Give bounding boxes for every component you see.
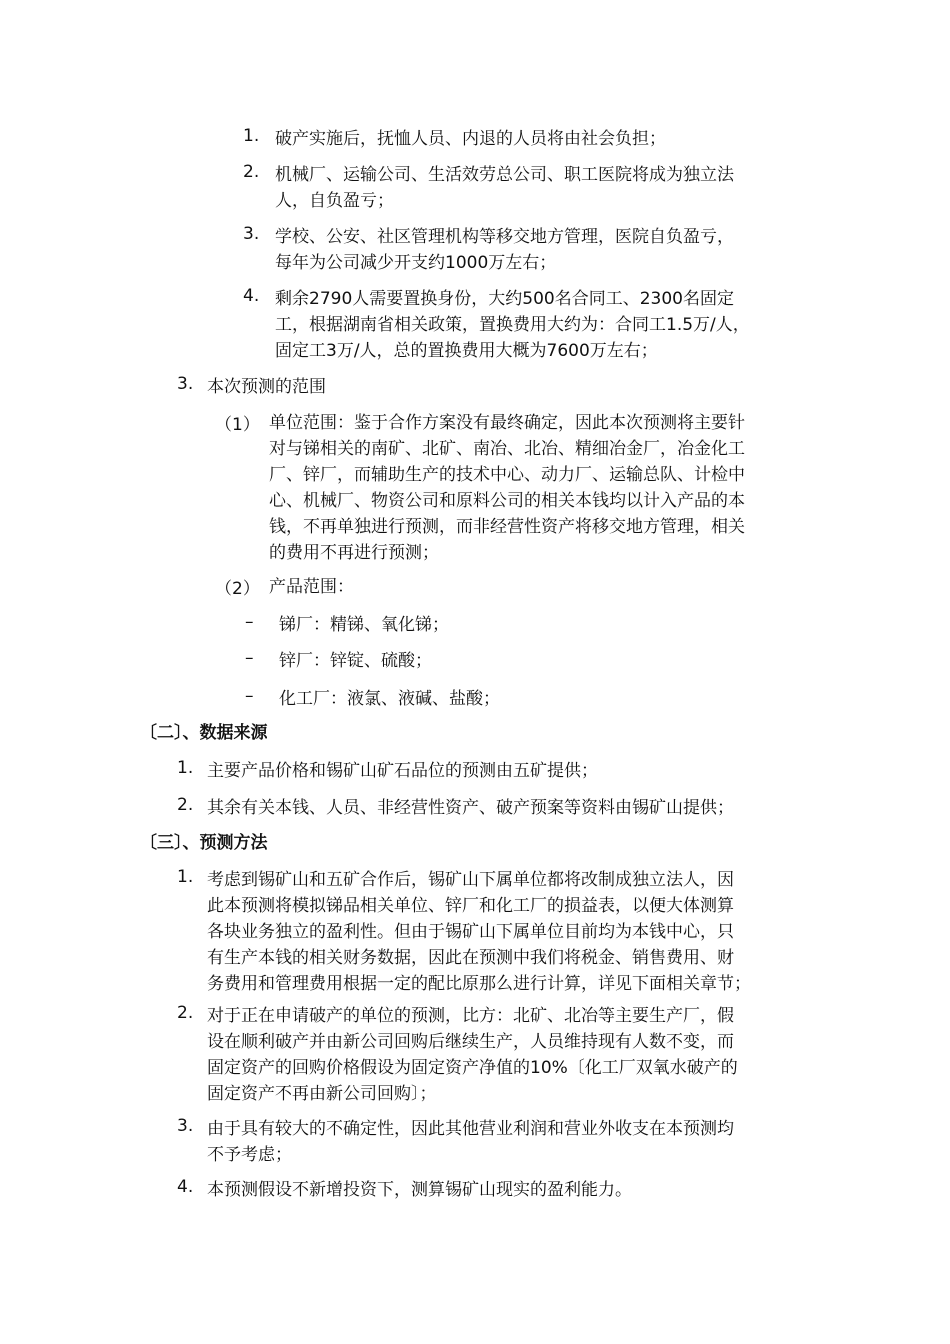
paragraph-line: 此本预测将模拟锑品相关单位、锌厂和化工厂的损益表，以便大体测算 [207, 896, 734, 916]
list-number: 3. [177, 374, 194, 394]
paragraph-line: 固定工3万/人，总的置换费用大概为7600万左右； [275, 341, 658, 361]
paragraph-line: 本预测假设不新增投资下，测算锡矿山现实的盈利能力。 [207, 1180, 632, 1200]
paragraph-line: 心、机械厂、物资公司和原料公司的相关本钱均以计入产品的本 [269, 491, 745, 511]
list-number: （1） [215, 415, 260, 435]
list-number: 4. [243, 286, 260, 306]
paragraph-line: 其余有关本钱、人员、非经营性资产、破产预案等资料由锡矿山提供； [207, 798, 734, 818]
list-number: 3. [177, 1116, 194, 1136]
list-number: 1. [177, 758, 194, 778]
paragraph-line: 锑厂：精锑、氧化锑； [279, 615, 449, 635]
list-number: 2. [243, 162, 260, 182]
paragraph-line: 设在顺利破产并由新公司回购后继续生产，人员维持现有人数不变，而 [207, 1032, 734, 1052]
paragraph-line: 学校、公安、社区管理机构等移交地方管理，医院自负盈亏， [275, 227, 734, 247]
paragraph-line: 的费用不再进行预测； [269, 543, 439, 563]
list-number: 3. [243, 224, 260, 244]
paragraph-line: 单位范围：鉴于合作方案没有最终确定，因此本次预测将主要针 [269, 413, 745, 433]
paragraph-line: 产品范围： [269, 577, 354, 597]
paragraph-line: 化工厂：液氯、液碱、盐酸； [279, 689, 500, 709]
paragraph-line: 锌厂：锌锭、硫酸； [279, 651, 432, 671]
paragraph-line: 每年为公司减少开支约1000万左右； [275, 253, 557, 273]
paragraph-line: 有生产本钱的相关财务数据，因此在预测中我们将税金、销售费用、财 [207, 948, 734, 968]
dash-bullet: – [245, 612, 254, 632]
paragraph-line: 工，根据湖南省相关政策，置换费用大约为：合同工1.5万/人， [275, 315, 750, 335]
paragraph-line: 人，自负盈亏； [275, 191, 394, 211]
list-number: 2. [177, 795, 194, 815]
paragraph-line: 钱，不再单独进行预测，而非经营性资产将移交地方管理，相关 [269, 517, 745, 537]
list-number: （2） [215, 579, 260, 599]
list-number: 1. [177, 867, 194, 887]
paragraph-line: 由于具有较大的不确定性，因此其他营业利润和营业外收支在本预测均 [207, 1119, 734, 1139]
dash-bullet: – [245, 686, 254, 706]
paragraph-line: 主要产品价格和锡矿山矿石品位的预测由五矿提供； [207, 761, 598, 781]
paragraph-line: 务费用和管理费用根据一定的配比原那么进行计算，详见下面相关章节； [207, 974, 751, 994]
paragraph-line: 考虑到锡矿山和五矿合作后，锡矿山下属单位都将改制成独立法人，因 [207, 870, 734, 890]
paragraph-line: 厂、锌厂，而辅助生产的技术中心、动力厂、运输总队、计检中 [269, 465, 745, 485]
paragraph-line: 不予考虑； [207, 1145, 292, 1165]
paragraph-line: 本次预测的范围 [207, 377, 326, 397]
paragraph-line: 固定资产不再由新公司回购〕； [207, 1084, 437, 1104]
paragraph-line: 机械厂、运输公司、生活效劳总公司、职工医院将成为独立法 [275, 165, 734, 185]
paragraph-line: 破产实施后，抚恤人员、内退的人员将由社会负担； [275, 129, 666, 149]
list-number: 1. [243, 126, 260, 146]
section-heading: 〔三〕、预测方法 [140, 833, 268, 853]
paragraph-line: 各块业务独立的盈利性。但由于锡矿山下属单位目前均为本钱中心，只 [207, 922, 734, 942]
list-number: 2. [177, 1003, 194, 1023]
dash-bullet: – [245, 648, 254, 668]
paragraph-line: 对于正在申请破产的单位的预测，比方：北矿、北冶等主要生产厂，假 [207, 1006, 734, 1026]
paragraph-line: 剩余2790人需要置换身份，大约500名合同工、2300名固定 [275, 289, 734, 309]
paragraph-line: 固定资产的回购价格假设为固定资产净值的10%〔化工厂双氧水破产的 [207, 1058, 738, 1078]
section-heading: 〔二〕、数据来源 [140, 723, 268, 743]
paragraph-line: 对与锑相关的南矿、北矿、南冶、北冶、精细冶金厂，冶金化工 [269, 439, 745, 459]
list-number: 4. [177, 1177, 194, 1197]
